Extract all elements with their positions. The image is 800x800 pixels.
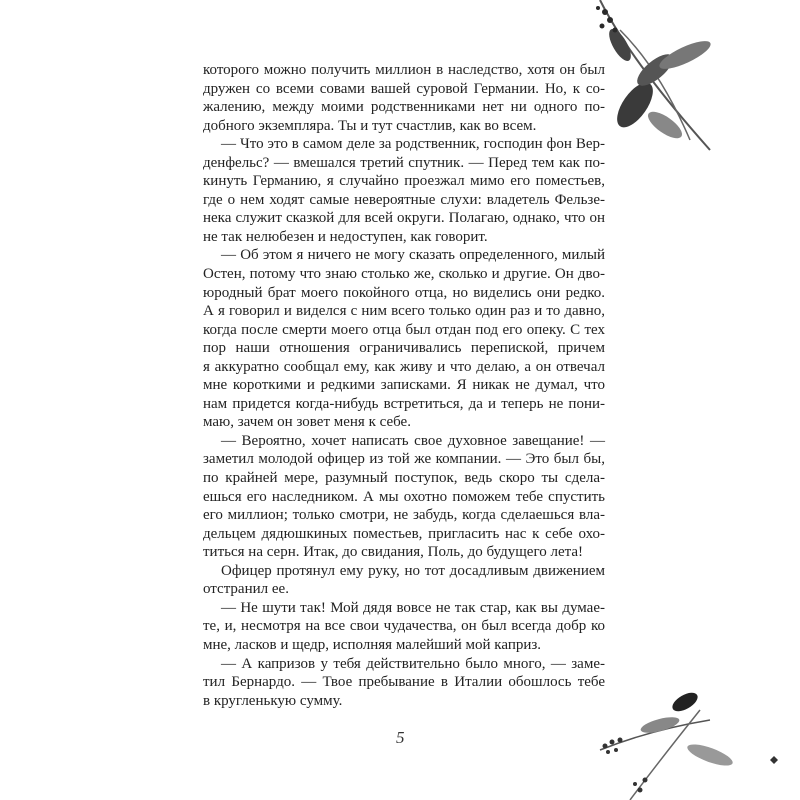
text-line: денфельс? — вмешался третий спутник. — Перед тем как по- [203, 154, 605, 171]
text-line: — Вероятно, хочет написать свое духовное завещание! — [221, 432, 605, 449]
text-line: нам придется когда-нибудь встретиться, да и теперь не пони- [203, 395, 605, 412]
body-text [203, 61, 605, 710]
text-line: А я говорил и виделся с ним всего только один раз и то давно, [203, 303, 605, 320]
text-line: юродный брат моего покойного отца, но виделись они редко. [203, 284, 605, 301]
text-line: — А капризов у тебя действительно было много, — заме- [221, 655, 605, 672]
text-line: мне короткими и редкими записками. Я никак не думал, что [203, 377, 605, 394]
text-line: заметил молодой офицер из той же компании. — Это был бы, [203, 451, 605, 468]
text-line: дружен со всеми совами вашей суровой Германии. Но, к со- [203, 80, 605, 97]
text-line: — Не шути так! Мой дядя вовсе не так стар, как вы думае- [221, 599, 605, 616]
text-line: я аккуратно сообщал ему, как живу и что делаю, а он отвечал [203, 358, 605, 375]
text-line: — Что это в самом деле за родственник, господин фон Вер- [221, 136, 605, 153]
text-line: добного экземпляра. Ты и тут счастлив, как во всем. [203, 117, 537, 134]
text-line: по крайней мере, разумный поступок, ведь скоро ты сдела- [203, 470, 605, 487]
text-line: дельцем дядюшкиных поместьев, пригласить нас к себе охо- [203, 525, 605, 542]
text-line: когда после смерти моего отца был отдан под его опеку. С тех [203, 321, 605, 338]
text-line: не так нелюбезен и недоступен, как говорит. [203, 228, 488, 245]
page-number: 5 [396, 728, 405, 747]
text-line: его миллион; только смотри, не забудь, когда сделаешься вла- [203, 507, 605, 524]
text-line: где о нем ходят самые невероятные слухи: владетель Фельзе- [203, 191, 605, 208]
text-line: Офицер протянул ему руку, но тот досадливым движением [221, 562, 605, 579]
text-line: которого можно получить миллион в наследство, хотя он был [203, 62, 605, 78]
text-line: ешься его наследником. А мы охотно поможем тебе спустить [203, 488, 605, 505]
text-line: Остен, потому что знаю столько же, сколько и другие. Он дво- [203, 266, 605, 283]
text-line: те, и, несмотря на все свои чудачества, он был всегда добр ко [203, 618, 605, 635]
text-line: титься на серн. Итак, до свидания, Поль, до будущего лета! [203, 544, 584, 561]
text-line: жалению, между моими родственниками нет ни одного по- [203, 99, 605, 116]
text-line: — Об этом я ничего не могу сказать определенного, милый [221, 247, 605, 264]
text-line: в кругленькую сумму. [203, 692, 343, 709]
text-line: маю, зачем он зовет меня к себе. [203, 414, 411, 431]
leaf-ornament-bottom [590, 680, 800, 800]
text-line: нека служит сказкой для всей округи. Полагаю, однако, что он [203, 210, 605, 227]
text-line: пор наши отношения ограничивались перепиской, причем [203, 340, 605, 357]
text-line: отстранил ее. [203, 581, 289, 598]
text-line: кинуть Германию, я случайно проезжал мимо его поместьев, [203, 173, 605, 190]
text-line: тил Бернардо. — Твое пребывание в Италии обошлось тебе [203, 674, 605, 691]
text-line: мне, ласков и щедр, исполняя малейший мой каприз. [203, 636, 542, 653]
